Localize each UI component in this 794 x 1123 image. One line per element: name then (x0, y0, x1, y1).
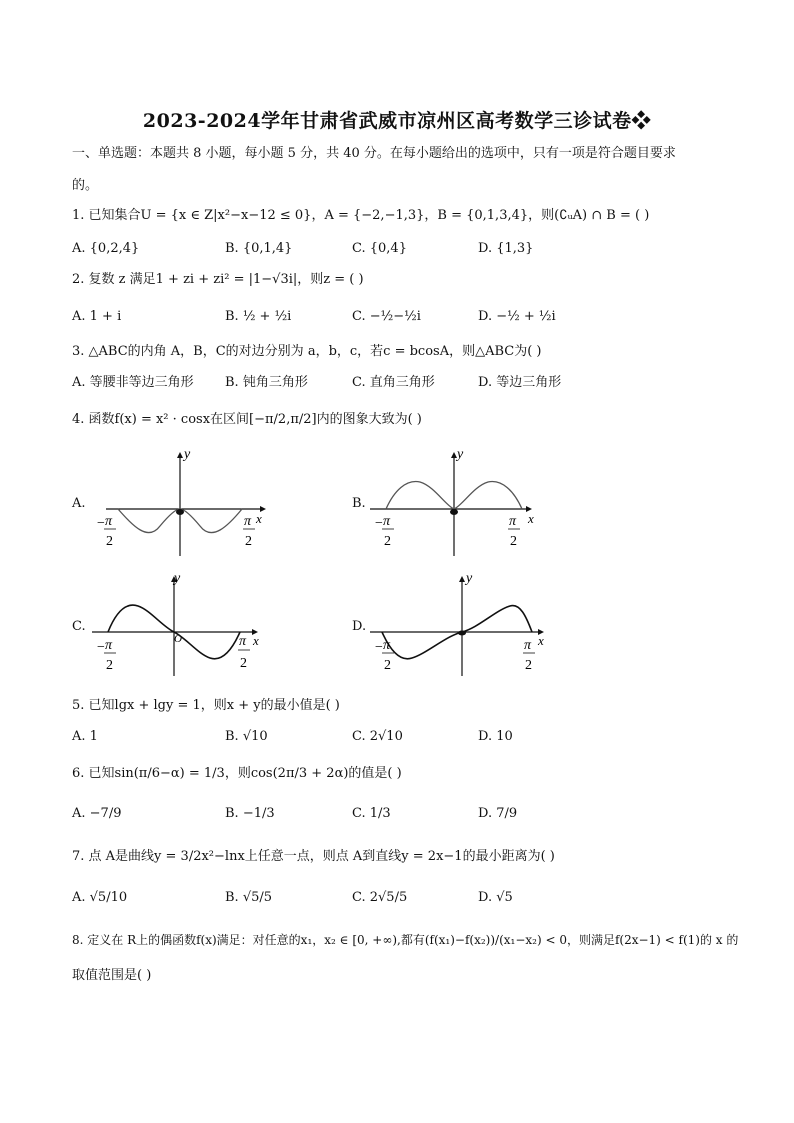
graph-c-pos-pi: π (239, 634, 247, 649)
q6-option-c: C. 1/3 (352, 806, 391, 821)
graph-c-origin: O (174, 633, 182, 645)
graph-b-label: B. (352, 496, 366, 511)
graph-b-pos-two: 2 (510, 534, 517, 549)
graph-d-label: D. (352, 619, 367, 634)
graph-c-y-label: y (174, 571, 181, 586)
q6-option-d: D. 7/9 (478, 806, 518, 821)
q7-option-d: D. √5 (478, 890, 513, 905)
q5-option-a: A. 1 (72, 729, 98, 744)
q3-option-c: C. 直角三角形 (352, 375, 435, 390)
graph-a-label: A. (72, 496, 86, 511)
q1-option-d: D. {1,3} (478, 241, 534, 256)
q1-option-a: A. {0,2,4} (72, 241, 140, 256)
graph-c-x-label: x (253, 633, 259, 648)
graph-a-neg-two: 2 (106, 534, 113, 549)
graph-b-pos-pi: π (509, 514, 517, 529)
graph-c-neg-pi: π (105, 638, 113, 653)
q2-option-c: C. −½−½i (352, 309, 421, 324)
graph-b-x-label: x (528, 511, 534, 526)
question-8-stem-cont: 取值范围是( ) (72, 968, 152, 983)
q1-option-c: C. {0,4} (352, 241, 407, 256)
graph-c-neg-sign: − (97, 640, 105, 655)
graph-b-neg-pi: π (383, 514, 391, 529)
question-4-stem: 4. 函数f(x) = x² · cosx在区间[−π/2,π/2]内的图象大致为( ) (72, 412, 422, 427)
question-7-stem: 7. 点 A是曲线y = 3/2x²−lnx上任意一点，则点 A到直线y = 2x−1的最小距离为( ) (72, 849, 555, 864)
question-3-stem: 3. △ABC的内角 A，B，C的对边分别为 a，b，c，若c = bcosA，则△ABC为( ) (72, 344, 542, 359)
section-heading-line1: 一、单选题：本题共 8 小题，每小题 5 分，共 40 分。在每小题给出的选项中，只有一项是符合题目要求 (72, 146, 676, 161)
graph-a (88, 446, 278, 556)
graph-c-label: C. (72, 619, 86, 634)
graph-d-neg-sign: − (375, 640, 383, 655)
question-6-stem: 6. 已知sin(π/6−α) = 1/3，则cos(2π/3 + 2α)的值是( ) (72, 766, 402, 781)
section-heading-line2: 的。 (72, 178, 99, 193)
q3-option-d: D. 等边三角形 (478, 375, 562, 390)
graph-a-neg-pi: π (105, 514, 113, 529)
graph-a-y-label: y (184, 447, 191, 462)
q5-option-d: D. 10 (478, 729, 513, 744)
graph-d-neg-pi: π (383, 638, 391, 653)
graph-d-x-label: x (538, 633, 544, 648)
q7-option-c: C. 2√5/5 (352, 890, 408, 905)
q3-option-b: B. 钝角三角形 (225, 375, 308, 390)
q5-option-c: C. 2√10 (352, 729, 403, 744)
graph-b (366, 446, 556, 556)
question-1-stem: 1. 已知集合U = {x ∈ Z|x²−x−12 ≤ 0}，A = {−2,−1,3}，B = {0,1,3,4}，则(∁ᵤA) ∩ B = ( ) (72, 208, 650, 223)
exam-title: 2023-2024学年甘肃省武威市凉州区高考数学三诊试卷❖ (142, 110, 652, 132)
graph-a-pos-two: 2 (245, 534, 252, 549)
graph-d-pos-two: 2 (525, 658, 532, 673)
question-2-stem: 2. 复数 z 满足1 + zi + zi² = |1−√3i|，则z = ( ) (72, 272, 364, 287)
q2-option-b: B. ½ + ½i (225, 309, 292, 324)
graph-d-neg-two: 2 (384, 658, 391, 673)
graph-b-neg-two: 2 (384, 534, 391, 549)
graph-a-neg-sign: − (97, 516, 105, 531)
q6-option-a: A. −7/9 (72, 806, 122, 821)
graph-c-neg-two: 2 (106, 658, 113, 673)
question-8-stem: 8. 定义在 R上的偶函数f(x)满足：对任意的x₁，x₂ ∈ [0, +∞),都有(f(x₁)−f(x₂))/(x₁−x₂) < 0，则满足f(2x−1) < f(1)的 x 的 (72, 933, 739, 947)
graph-b-y-label: y (457, 447, 464, 462)
graph-d-pos-pi: π (524, 638, 532, 653)
graph-c-pos-two: 2 (240, 656, 247, 671)
graph-d (366, 570, 556, 680)
graph-a-pos-pi: π (244, 514, 252, 529)
q5-option-b: B. √10 (225, 729, 268, 744)
q7-option-a: A. √5/10 (72, 890, 128, 905)
q1-option-b: B. {0,1,4} (225, 241, 293, 256)
q6-option-b: B. −1/3 (225, 806, 275, 821)
question-5-stem: 5. 已知lgx + lgy = 1，则x + y的最小值是( ) (72, 698, 340, 713)
q2-option-a: A. 1 + i (72, 309, 122, 324)
graph-a-x-label: x (256, 511, 262, 526)
graph-c (88, 570, 278, 680)
q3-option-a: A. 等腰非等边三角形 (72, 375, 194, 390)
q2-option-d: D. −½ + ½i (478, 309, 556, 324)
q7-option-b: B. √5/5 (225, 890, 273, 905)
graph-b-neg-sign: − (375, 516, 383, 531)
graph-d-y-label: y (466, 571, 473, 586)
